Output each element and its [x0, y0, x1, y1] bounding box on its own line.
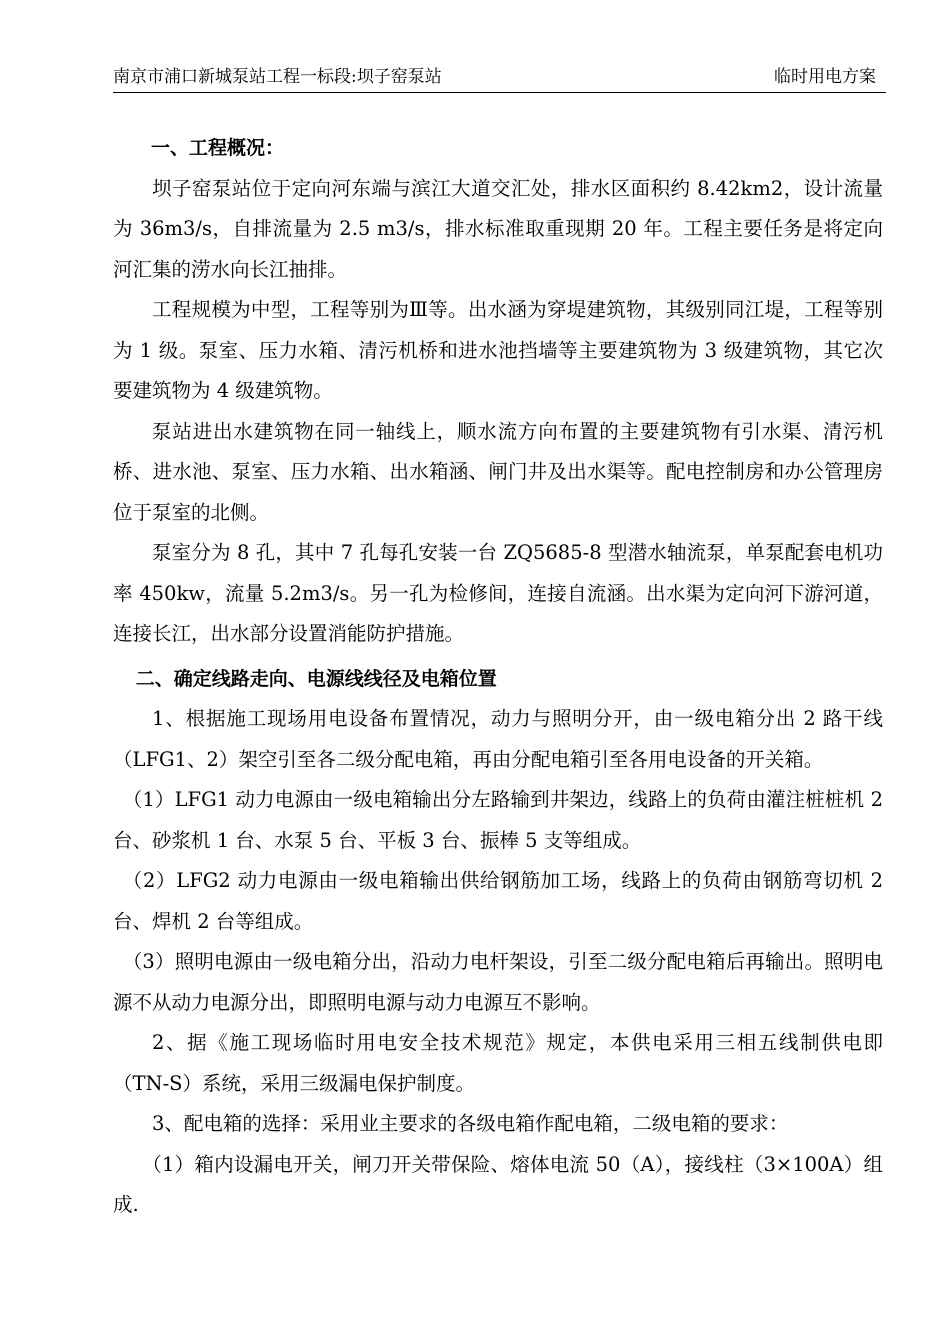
section-1-paragraph-1: 坝子窑泵站位于定向河东端与滨江大道交汇处，排水区面积约 8.42km2，设计流量为 36m3/s，自排流量为 2.5 m3/s，排水标准取重现期 20 年。工程主要任务是将定向河汇集的涝水向长江抽排。 [113, 176, 883, 281]
section-2-subitem-1: （1）箱内设漏电开关，闸刀开关带保险、熔体电流 50（A），接线柱（3×100A）组成. [113, 1152, 883, 1216]
section-2-item-2: （2）LFG2 动力电源由一级电箱输出供给钢筋加工场，线路上的负荷由钢筋弯切机 2 台、焊机 2 台等组成。 [113, 869, 883, 933]
header-project-title: 南京市浦口新城泵站工程一标段:坝子窑泵站 [113, 67, 442, 87]
section-1-paragraph-2: 工程规模为中型，工程等别为Ⅲ等。出水涵为穿堤建筑物，其级别同江堤，工程等别为 1 级。泵室、压力水箱、清污机桥和进水池挡墙等主要建筑物为 3 级建筑物，其它次要建筑物为 4 级建筑物。 [113, 298, 883, 402]
section-2-paragraph-3: 3、配电箱的选择：采用业主要求的各级电箱作配电箱，二级电箱的要求： [152, 1112, 789, 1135]
section-2-item-3: （3）照明电源由一级电箱分出，沿动力电杆架设，引至二级分配电箱后再输出。照明电源不从动力电源分出，即照明电源与动力电源互不影响。 [113, 950, 883, 1014]
section-1-title: 一、工程概况： [151, 137, 285, 159]
section-2-paragraph-1: 1、根据施工现场用电设备布置情况，动力与照明分开，由一级电箱分出 2 路干线（LFG1、2）架空引至各二级分配电箱，再由分配电箱引至各用电设备的开关箱。 [113, 707, 883, 771]
section-1-paragraph-4: 泵室分为 8 孔，其中 7 孔每孔安装一台 ZQ5685-8 型潜水轴流泵，单泵配套电机功率 450kw，流量 5.2m3/s。另一孔为检修间，连接自流涵。出水渠为定向河下游河道，连接长江，出水部分设置消能防护措施。 [113, 541, 883, 645]
section-2-paragraph-2: 2、据《施工现场临时用电安全技术规范》规定，本供电采用三相五线制供电即（TN-S）系统，采用三级漏电保护制度。 [113, 1031, 883, 1095]
section-2-title: 二、确定线路走向、电源线线径及电箱位置 [135, 667, 497, 690]
page-header [113, 62, 886, 93]
section-2-item-1: （1）LFG1 动力电源由一级电箱输出分左路输到井架边，线路上的负荷由灌注桩桩机 2 台、砂浆机 1 台、水泵 5 台、平板 3 台、振棒 5 支等组成。 [113, 788, 883, 852]
document-body [113, 128, 883, 1226]
header-document-title: 临时用电方案 [774, 67, 876, 87]
section-1-paragraph-3: 泵站进出水建筑物在同一轴线上，顺水流方向布置的主要建筑物有引水渠、清污机桥、进水池、泵室、压力水箱、出水箱涵、闸门井及出水渠等。配电控制房和办公管理房位于泵室的北侧。 [113, 419, 883, 524]
